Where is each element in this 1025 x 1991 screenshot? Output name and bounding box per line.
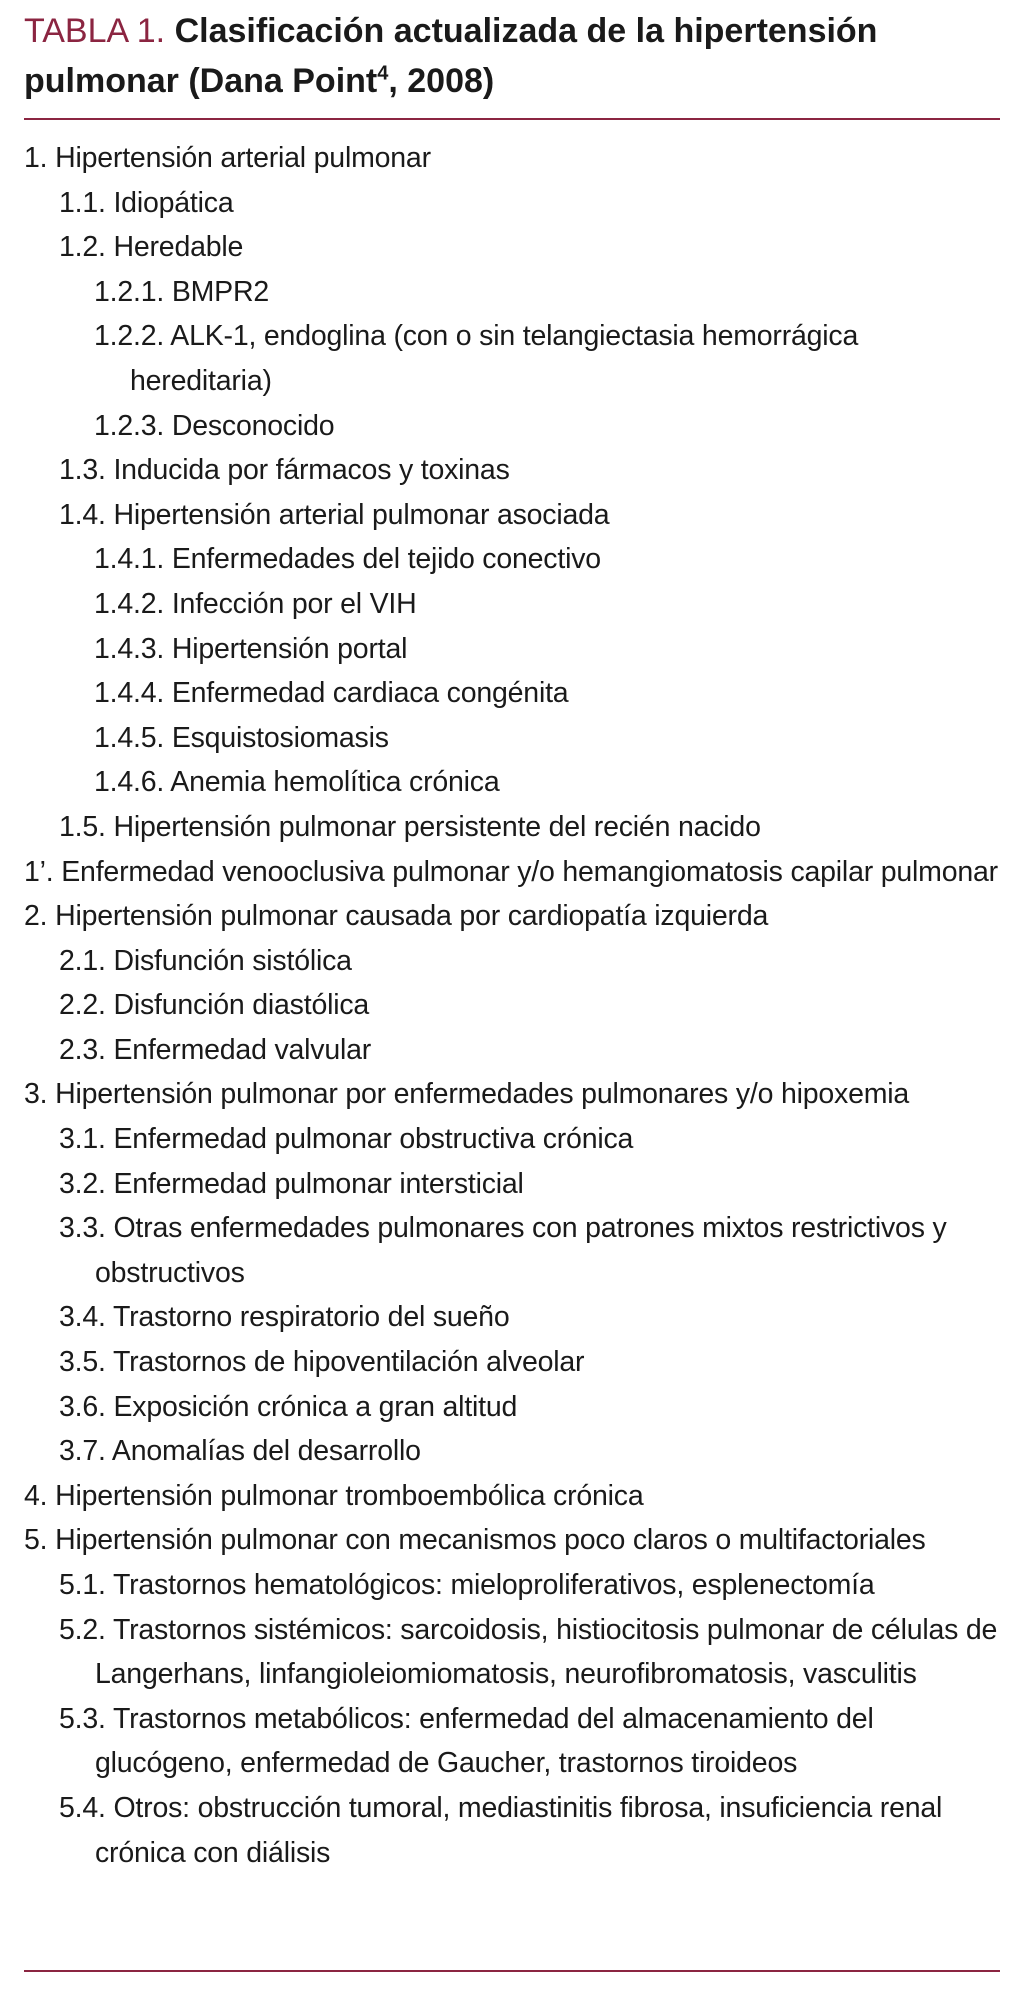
item-number: 3.2. [59, 1167, 106, 1200]
item-text: Trastornos hematológicos: mieloproliferativos, esplenectomía [112, 1569, 875, 1601]
item-number: 5.1. [59, 1569, 106, 1601]
item-text: Hipertensión pulmonar por enfermedades pulmonares y/o hipoxemia [55, 1078, 910, 1111]
item-number: 3.7. [59, 1435, 106, 1468]
item-text: Hipertensión portal [171, 632, 408, 665]
item-number: 2.1. [59, 944, 106, 977]
item-number: 5.2. [59, 1613, 106, 1646]
item-number: 1.2.1. [94, 275, 165, 308]
item-text: ALK-1, endoglina (con o sin telangiectasia hemorrágica hereditaria) [130, 320, 859, 397]
list-item [24, 939, 1004, 984]
list-item [24, 1786, 1004, 1875]
item-text: Heredable [113, 231, 244, 264]
list-item [24, 1385, 1004, 1430]
list-item [24, 1206, 1004, 1295]
table-title-main: Clasificación actualizada de la hipertensión pulmonar (Dana Point [24, 12, 878, 100]
item-text: Hipertensión arterial pulmonar asociada [113, 498, 610, 531]
item-text: Disfunción sistólica [113, 944, 352, 977]
item-number: 3.4. [59, 1301, 106, 1334]
item-number: 1.4.5. [94, 721, 165, 754]
item-text: Infección por el VIH [171, 587, 417, 620]
item-number: 3.6. [59, 1390, 106, 1423]
list-item [24, 1563, 1004, 1608]
item-text: Desconocido [171, 409, 335, 442]
list-item [24, 270, 1004, 315]
table-header [24, 6, 1004, 106]
item-text: Enfermedad pulmonar obstructiva crónica [113, 1123, 634, 1156]
item-text: Enfermedades del tejido conectivo [171, 543, 601, 576]
item-text: Enfermedad venooclusiva pulmonar y/o hemangiomatosis capilar pulmonar [61, 855, 998, 888]
item-number: 3. [24, 1078, 48, 1111]
list-item [24, 850, 1004, 895]
list-item [24, 1162, 1004, 1207]
item-text: Enfermedad cardiaca congénita [171, 677, 569, 710]
list-item [24, 1518, 1004, 1563]
list-item [24, 1608, 1004, 1697]
list-item [24, 582, 1004, 627]
item-number: 1.4.3. [94, 632, 165, 665]
list-item [24, 314, 1004, 403]
item-number: 2. [24, 900, 48, 933]
item-text: Esquistosiomasis [171, 721, 389, 754]
item-number: 1. [24, 142, 48, 174]
item-number: 5.4. [59, 1791, 106, 1824]
list-item [24, 225, 1004, 270]
list-item [24, 671, 1004, 716]
item-number: 1.4.4. [94, 677, 165, 710]
list-item [24, 136, 1004, 181]
list-item [24, 493, 1004, 538]
item-text: Trastornos de hipoventilación alveolar [112, 1346, 585, 1379]
item-number: 1.2.2. [94, 320, 165, 353]
item-number: 1.3. [59, 454, 106, 487]
list-item [24, 1295, 1004, 1340]
item-number: 1.2. [59, 231, 106, 264]
list-item [24, 983, 1004, 1028]
item-text: Exposición crónica a gran altitud [113, 1390, 518, 1423]
table-title-end: , 2008) [388, 62, 495, 100]
list-item [24, 1028, 1004, 1073]
item-number: 5. [24, 1524, 48, 1557]
reference-superscript: 4 [377, 62, 389, 85]
item-text: Anemia hemolítica crónica [170, 766, 500, 799]
item-text: Hipertensión pulmonar tromboembólica crónica [55, 1479, 644, 1512]
item-text: Hipertensión arterial pulmonar [55, 142, 431, 174]
item-text: Enfermedad pulmonar intersticial [113, 1167, 524, 1200]
item-text: Inducida por fármacos y toxinas [113, 454, 510, 487]
list-item [24, 1340, 1004, 1385]
item-text: Idiopática [113, 186, 234, 219]
item-text: Otras enfermedades pulmonares con patrones mixtos restrictivos y obstructivos [95, 1212, 947, 1289]
item-text: Hipertensión pulmonar persistente del recién nacido [113, 810, 761, 843]
item-text: Trastorno respiratorio del sueño [112, 1301, 510, 1334]
list-item [24, 537, 1004, 582]
item-number: 1.2.3. [94, 409, 165, 442]
item-number: 4. [24, 1479, 48, 1512]
item-text: Enfermedad valvular [113, 1033, 372, 1066]
item-text: Trastornos sistémicos: sarcoidosis, histiocitosis pulmonar de células de Langerhans, linfangioleiomiomatosis, neurofibromatosis, vasculitis [95, 1613, 998, 1691]
list-item [24, 760, 1004, 805]
item-text: Trastornos metabólicos: enfermedad del almacenamiento del glucógeno, enfermedad de Gaucher, trastornos tiroideos [95, 1702, 874, 1780]
item-number: 1.4. [59, 498, 106, 531]
list-item [24, 894, 1004, 939]
item-number: 2.2. [59, 989, 106, 1022]
bottom-divider [24, 1970, 1000, 1972]
item-number: 3.5. [59, 1346, 106, 1379]
classification-list [24, 136, 1004, 1875]
list-item [24, 716, 1004, 761]
list-item [24, 1117, 1004, 1162]
list-item [24, 404, 1004, 449]
item-number: 3.3. [59, 1212, 106, 1245]
item-text: BMPR2 [171, 275, 270, 308]
list-item [24, 1474, 1004, 1519]
top-divider [24, 118, 1000, 120]
item-text: Anomalías del desarrollo [111, 1435, 421, 1468]
item-number: 1.4.6. [94, 766, 165, 799]
item-number: 1.4.2. [94, 587, 165, 620]
list-item [24, 805, 1004, 850]
item-number: 3.1. [59, 1123, 106, 1156]
item-number: 5.3. [59, 1702, 106, 1735]
list-item [24, 627, 1004, 672]
list-item [24, 1697, 1004, 1786]
item-number: 2.3. [59, 1033, 106, 1066]
item-number: 1.5. [59, 810, 106, 843]
item-text: Otros: obstrucción tumoral, mediastinitis fibrosa, insuficiencia renal crónica con diálisis [95, 1791, 943, 1869]
table-label: TABLA 1. [24, 12, 166, 50]
item-number: 1’. [24, 855, 54, 888]
list-item [24, 448, 1004, 493]
list-item [24, 181, 1004, 226]
list-item [24, 1429, 1004, 1474]
item-number: 1.1. [59, 186, 106, 219]
item-text: Hipertensión pulmonar causada por cardiopatía izquierda [55, 900, 769, 933]
item-number: 1.4.1. [94, 543, 165, 576]
list-item [24, 1072, 1004, 1117]
item-text: Disfunción diastólica [113, 989, 370, 1022]
item-text: Hipertensión pulmonar con mecanismos poco claros o multifactoriales [55, 1524, 926, 1557]
